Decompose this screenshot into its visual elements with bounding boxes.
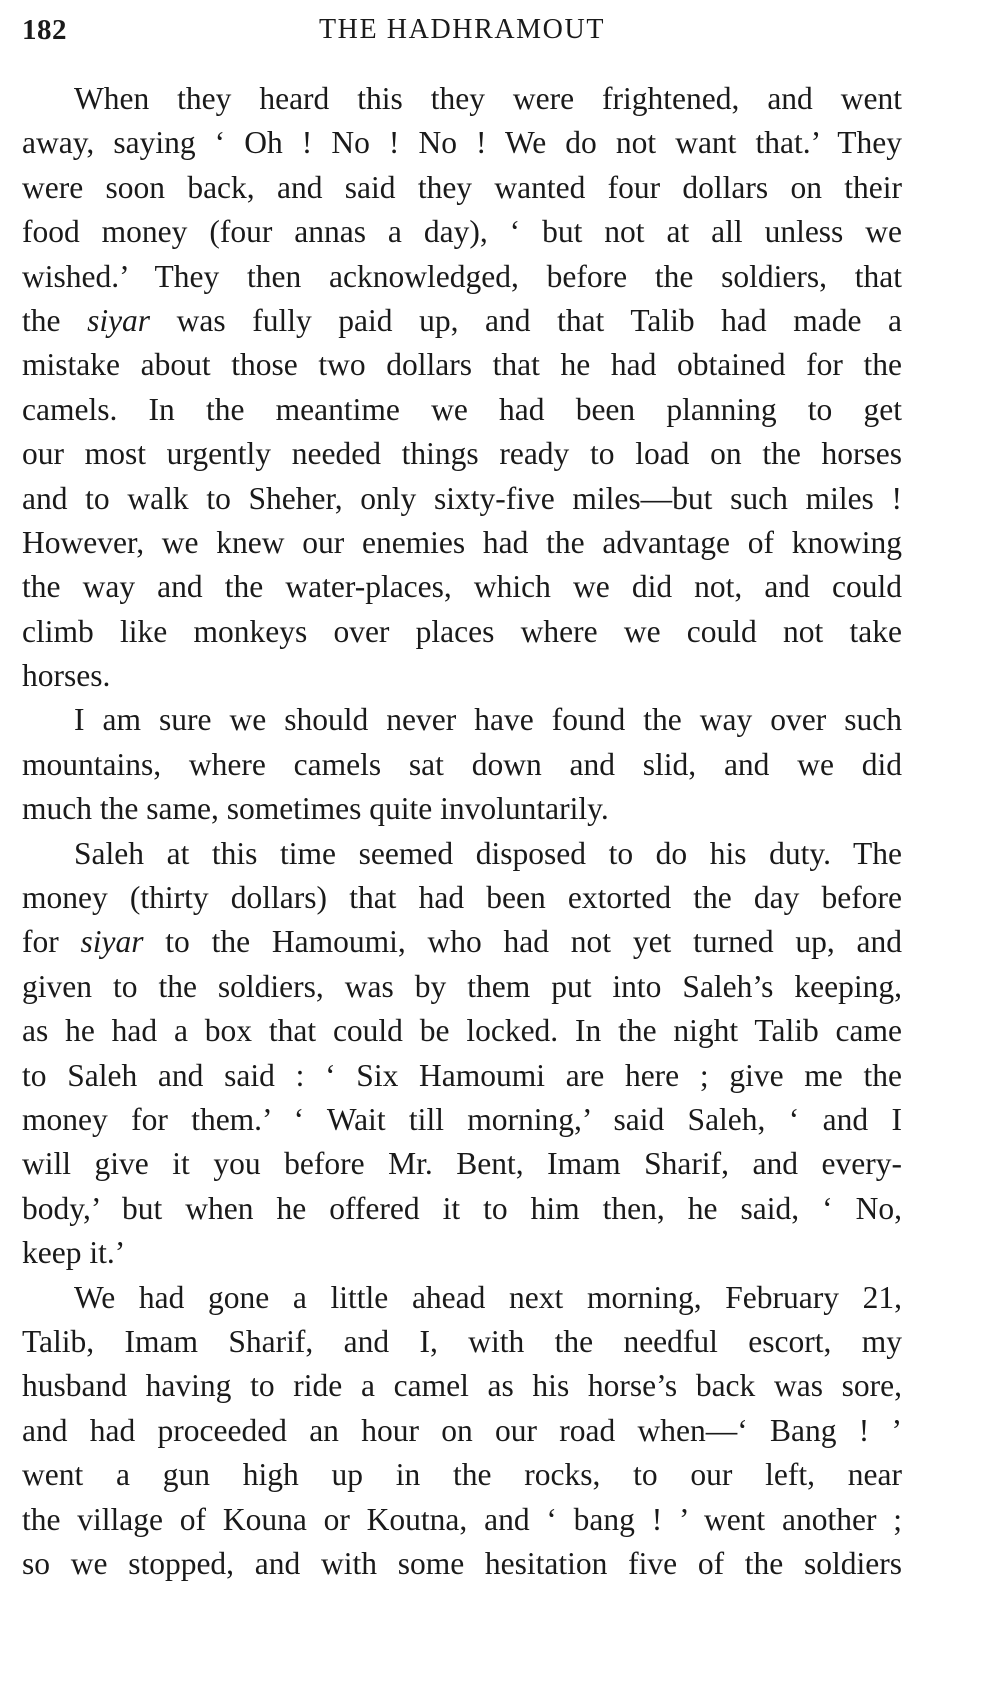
text-line: We had gone a little ahead next morning, February 21, <box>74 1279 902 1315</box>
text-line: and to walk to Sheher, only sixty-five miles—but such miles ! <box>22 480 902 516</box>
text-line: much the same, sometimes quite involuntarily. <box>22 791 609 827</box>
body-text <box>22 77 902 1586</box>
italic-term: siyar <box>80 924 144 960</box>
text-line: our most urgently needed things ready to load on the horses <box>22 436 902 472</box>
text-line: body,’ but when he offered it to him then, he said, ‘ No, <box>22 1190 902 1226</box>
text-line: I am sure we should never have found the way over such <box>74 702 902 738</box>
paragraph <box>22 77 902 698</box>
text-line <box>22 299 902 343</box>
text-line: wished.’ They then acknowledged, before the soldiers, that <box>22 258 902 294</box>
text-segment: the <box>22 302 88 338</box>
text-line: the village of Kouna or Koutna, and ‘ bang ! ’ went another ; <box>22 1501 902 1537</box>
text-line: the way and the water-places, which we did not, and could <box>22 569 902 605</box>
text-line: camels. In the meantime we had been planning to get <box>22 391 902 427</box>
text-line <box>22 920 902 964</box>
text-line: were soon back, and said they wanted four dollars on their <box>22 169 902 205</box>
text-line: mistake about those two dollars that he had obtained for the <box>22 347 902 383</box>
text-line: away, saying ‘ Oh ! No ! No ! We do not want that.’ They <box>22 125 902 161</box>
text-line: keep it.’ <box>22 1235 126 1271</box>
text-segment: to the Hamoumi, who had not yet turned up, and <box>143 924 902 960</box>
paragraph <box>22 832 902 1276</box>
text-line: to Saleh and said : ‘ Six Hamoumi are here ; give me the <box>22 1057 902 1093</box>
text-line: When they heard this they were frightened, and went <box>74 81 902 116</box>
running-head: THE HADHRAMOUT <box>318 14 606 45</box>
page-header <box>22 14 902 54</box>
text-line: food money (four annas a day), ‘ but not at all unless we <box>22 214 902 250</box>
text-line: horses. <box>22 658 111 694</box>
text-segment: was fully paid up, and that Talib had made a <box>150 302 902 338</box>
text-line: and had proceeded an hour on our road when—‘ Bang ! ’ <box>22 1412 902 1448</box>
text-line: husband having to ride a camel as his horse’s back was sore, <box>22 1368 902 1404</box>
text-line: mountains, where camels sat down and slid, and we did <box>22 746 902 782</box>
text-line: will give it you before Mr. Bent, Imam Sharif, and every- <box>22 1146 902 1182</box>
text-line: However, we knew our enemies had the advantage of knowing <box>22 524 902 560</box>
text-line: as he had a box that could be locked. In the night Talib came <box>22 1013 902 1049</box>
text-line: so we stopped, and with some hesitation five of the soldiers <box>22 1545 902 1581</box>
paragraph <box>22 698 902 831</box>
text-line: climb like monkeys over places where we could not take <box>22 613 902 649</box>
text-line: money for them.’ ‘ Wait till morning,’ said Saleh, ‘ and I <box>22 1101 902 1137</box>
text-line: Saleh at this time seemed disposed to do his duty. The <box>74 835 902 871</box>
text-line: money (thirty dollars) that had been extorted the day before <box>22 880 902 916</box>
text-line: went a gun high up in the rocks, to our left, near <box>22 1457 902 1493</box>
italic-term: siyar <box>87 302 151 338</box>
text-segment: for <box>22 924 81 960</box>
text-line: given to the soldiers, was by them put into Saleh’s keeping, <box>22 968 902 1004</box>
page-number: 182 <box>22 14 67 46</box>
text-line: Talib, Imam Sharif, and I, with the needful escort, my <box>22 1323 902 1359</box>
paragraph <box>22 1276 902 1587</box>
